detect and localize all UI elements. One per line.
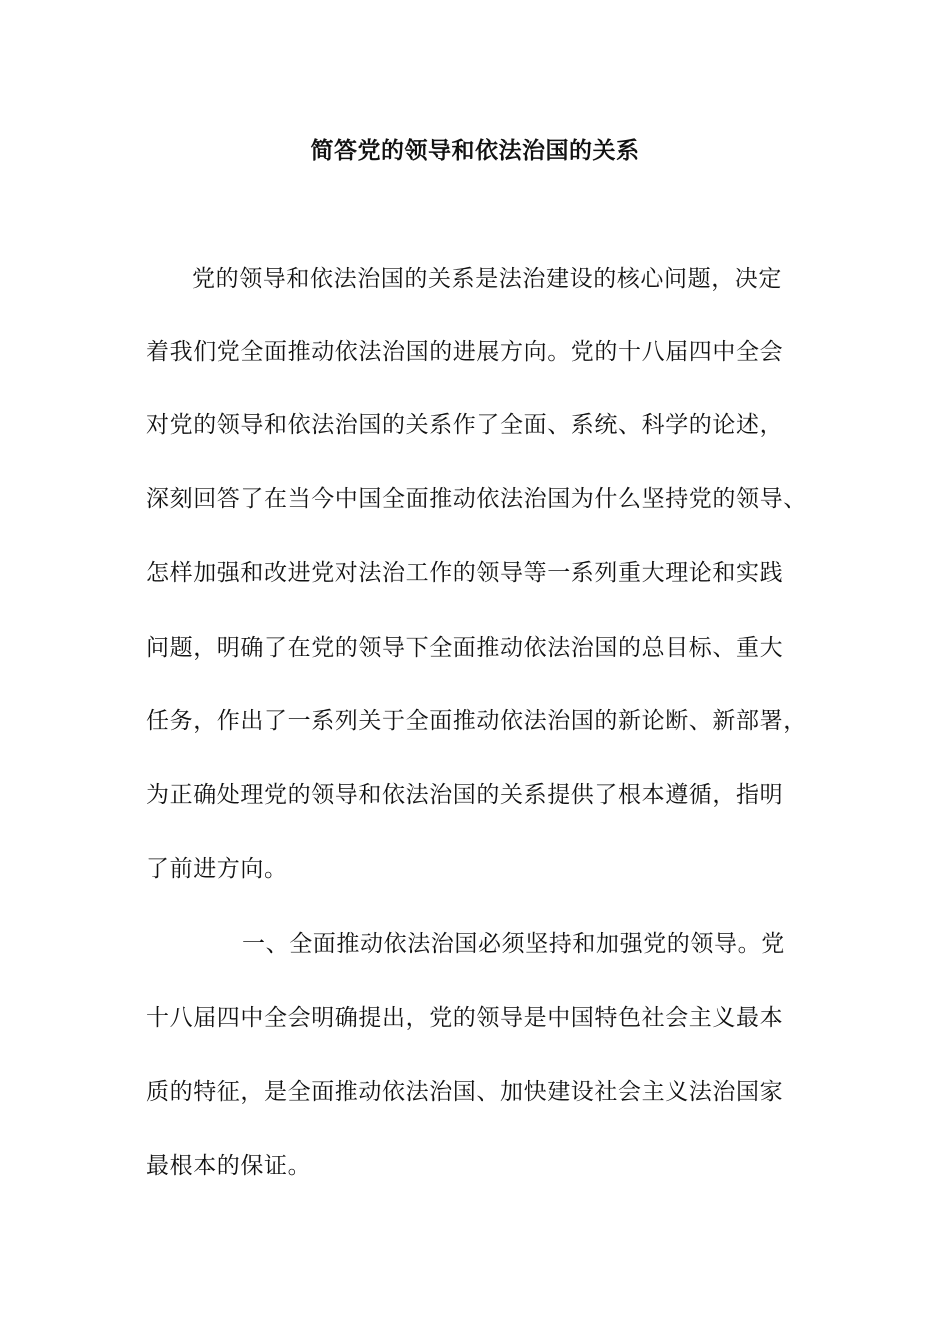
paragraph-2-line-1: 一、全面推动依法治国必须坚持和加强党的领导。党	[242, 931, 785, 957]
paragraph-1-line-3: 对党的领导和依法治国的关系作了全面、系统、科学的论述，	[146, 412, 784, 438]
paragraph-1-line-6: 问题，明确了在党的领导下全面推动依法治国的总目标、重大	[146, 635, 784, 661]
paragraph-1-line-8: 为正确处理党的领导和依法治国的关系提供了根本遵循，指明	[146, 782, 784, 808]
paragraph-1-line-7: 任务，作出了一系列关于全面推动依法治国的新论断、新部署，	[146, 708, 807, 734]
paragraph-1-line-9: 了前进方向。	[146, 856, 288, 882]
paragraph-2-line-4: 最根本的保证。	[146, 1153, 312, 1179]
paragraph-1-line-1: 党的领导和依法治国的关系是法治建设的核心问题，决定	[192, 266, 782, 292]
paragraph-1-line-2: 着我们党全面推动依法治国的进展方向。党的十八届四中全会	[146, 339, 784, 365]
paragraph-2-line-2: 十八届四中全会明确提出，党的领导是中国特色社会主义最本	[146, 1005, 784, 1031]
paragraph-2-line-3: 质的特征，是全面推动依法治国、加快建设社会主义法治国家	[146, 1079, 784, 1105]
document-title: 简答党的领导和依法治国的关系	[310, 138, 640, 164]
paragraph-1-line-5: 怎样加强和改进党对法治工作的领导等一系列重大理论和实践	[146, 560, 784, 586]
paragraph-1-line-4: 深刻回答了在当今中国全面推动依法治国为什么坚持党的领导、	[146, 486, 807, 512]
